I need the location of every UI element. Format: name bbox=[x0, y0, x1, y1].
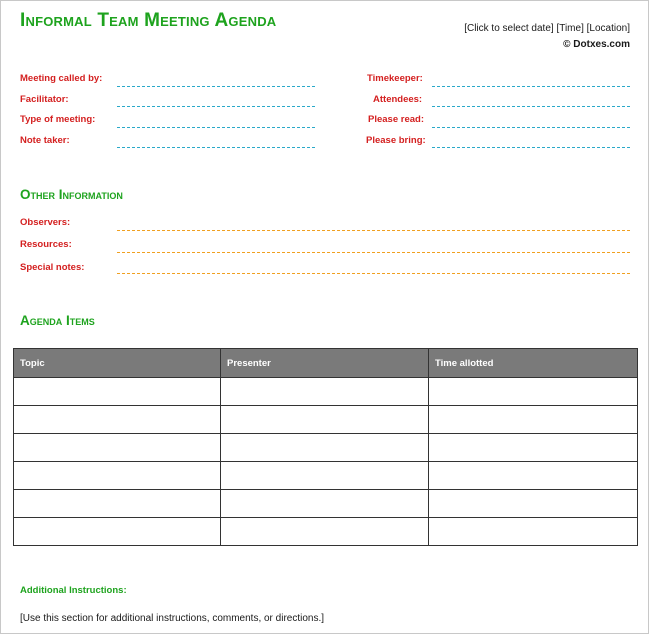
meeting-called-by-label: Meeting called by: bbox=[20, 73, 103, 84]
presenter-cell[interactable] bbox=[221, 462, 429, 490]
timekeeper-field[interactable] bbox=[432, 86, 630, 87]
meeting-called-by-field[interactable] bbox=[117, 86, 315, 87]
presenter-cell[interactable] bbox=[221, 518, 429, 546]
table-row bbox=[14, 406, 638, 434]
facilitator-label: Facilitator: bbox=[20, 94, 69, 105]
other-information-heading: Other Information bbox=[20, 187, 123, 202]
facilitator-field[interactable] bbox=[117, 106, 315, 107]
table-row bbox=[14, 518, 638, 546]
type-of-meeting-label: Type of meeting: bbox=[20, 114, 96, 125]
agenda-table-header bbox=[14, 349, 638, 378]
meeting-meta bbox=[464, 21, 630, 53]
resources-field[interactable] bbox=[117, 252, 630, 253]
presenter-cell[interactable] bbox=[221, 434, 429, 462]
topic-cell[interactable] bbox=[14, 462, 221, 490]
presenter-column-header: Presenter bbox=[221, 349, 429, 378]
special-notes-label: Special notes: bbox=[20, 262, 85, 273]
table-row bbox=[14, 490, 638, 518]
presenter-cell[interactable] bbox=[221, 490, 429, 518]
additional-instructions-label: Additional Instructions: bbox=[20, 585, 127, 596]
time-allotted-cell[interactable] bbox=[429, 406, 638, 434]
please-bring-field[interactable] bbox=[432, 147, 630, 148]
special-notes-field[interactable] bbox=[117, 273, 630, 274]
time-allotted-column-header: Time allotted bbox=[429, 349, 638, 378]
topic-column-header: Topic bbox=[14, 349, 221, 378]
presenter-cell[interactable] bbox=[221, 378, 429, 406]
topic-cell[interactable] bbox=[14, 518, 221, 546]
topic-cell[interactable] bbox=[14, 378, 221, 406]
please-bring-label: Please bring: bbox=[366, 135, 426, 146]
type-of-meeting-field[interactable] bbox=[117, 127, 315, 128]
time-allotted-cell[interactable] bbox=[429, 490, 638, 518]
table-row bbox=[14, 378, 638, 406]
time-allotted-cell[interactable] bbox=[429, 434, 638, 462]
please-read-label: Please read: bbox=[368, 114, 424, 125]
copyright-text: © Dotxes.com bbox=[563, 39, 630, 50]
document-title: Informal Team Meeting Agenda bbox=[20, 10, 277, 31]
time-allotted-cell[interactable] bbox=[429, 378, 638, 406]
observers-label: Observers: bbox=[20, 217, 71, 228]
table-row bbox=[14, 462, 638, 490]
timekeeper-label: Timekeeper: bbox=[367, 73, 423, 84]
topic-cell[interactable] bbox=[14, 490, 221, 518]
presenter-cell[interactable] bbox=[221, 406, 429, 434]
agenda-items-heading: Agenda Items bbox=[20, 313, 95, 328]
table-row bbox=[14, 434, 638, 462]
topic-cell[interactable] bbox=[14, 406, 221, 434]
attendees-label: Attendees: bbox=[373, 94, 423, 105]
date-time-location-field[interactable]: [Click to select date] [Time] [Location] bbox=[464, 23, 630, 34]
attendees-field[interactable] bbox=[432, 106, 630, 107]
please-read-field[interactable] bbox=[432, 127, 630, 128]
note-taker-field[interactable] bbox=[117, 147, 315, 148]
time-allotted-cell[interactable] bbox=[429, 518, 638, 546]
topic-cell[interactable] bbox=[14, 434, 221, 462]
note-taker-label: Note taker: bbox=[20, 135, 70, 146]
resources-label: Resources: bbox=[20, 239, 72, 250]
additional-instructions-text[interactable]: [Use this section for additional instructions, comments, or directions.] bbox=[20, 613, 325, 624]
observers-field[interactable] bbox=[117, 230, 630, 231]
agenda-table bbox=[13, 348, 638, 546]
time-allotted-cell[interactable] bbox=[429, 462, 638, 490]
